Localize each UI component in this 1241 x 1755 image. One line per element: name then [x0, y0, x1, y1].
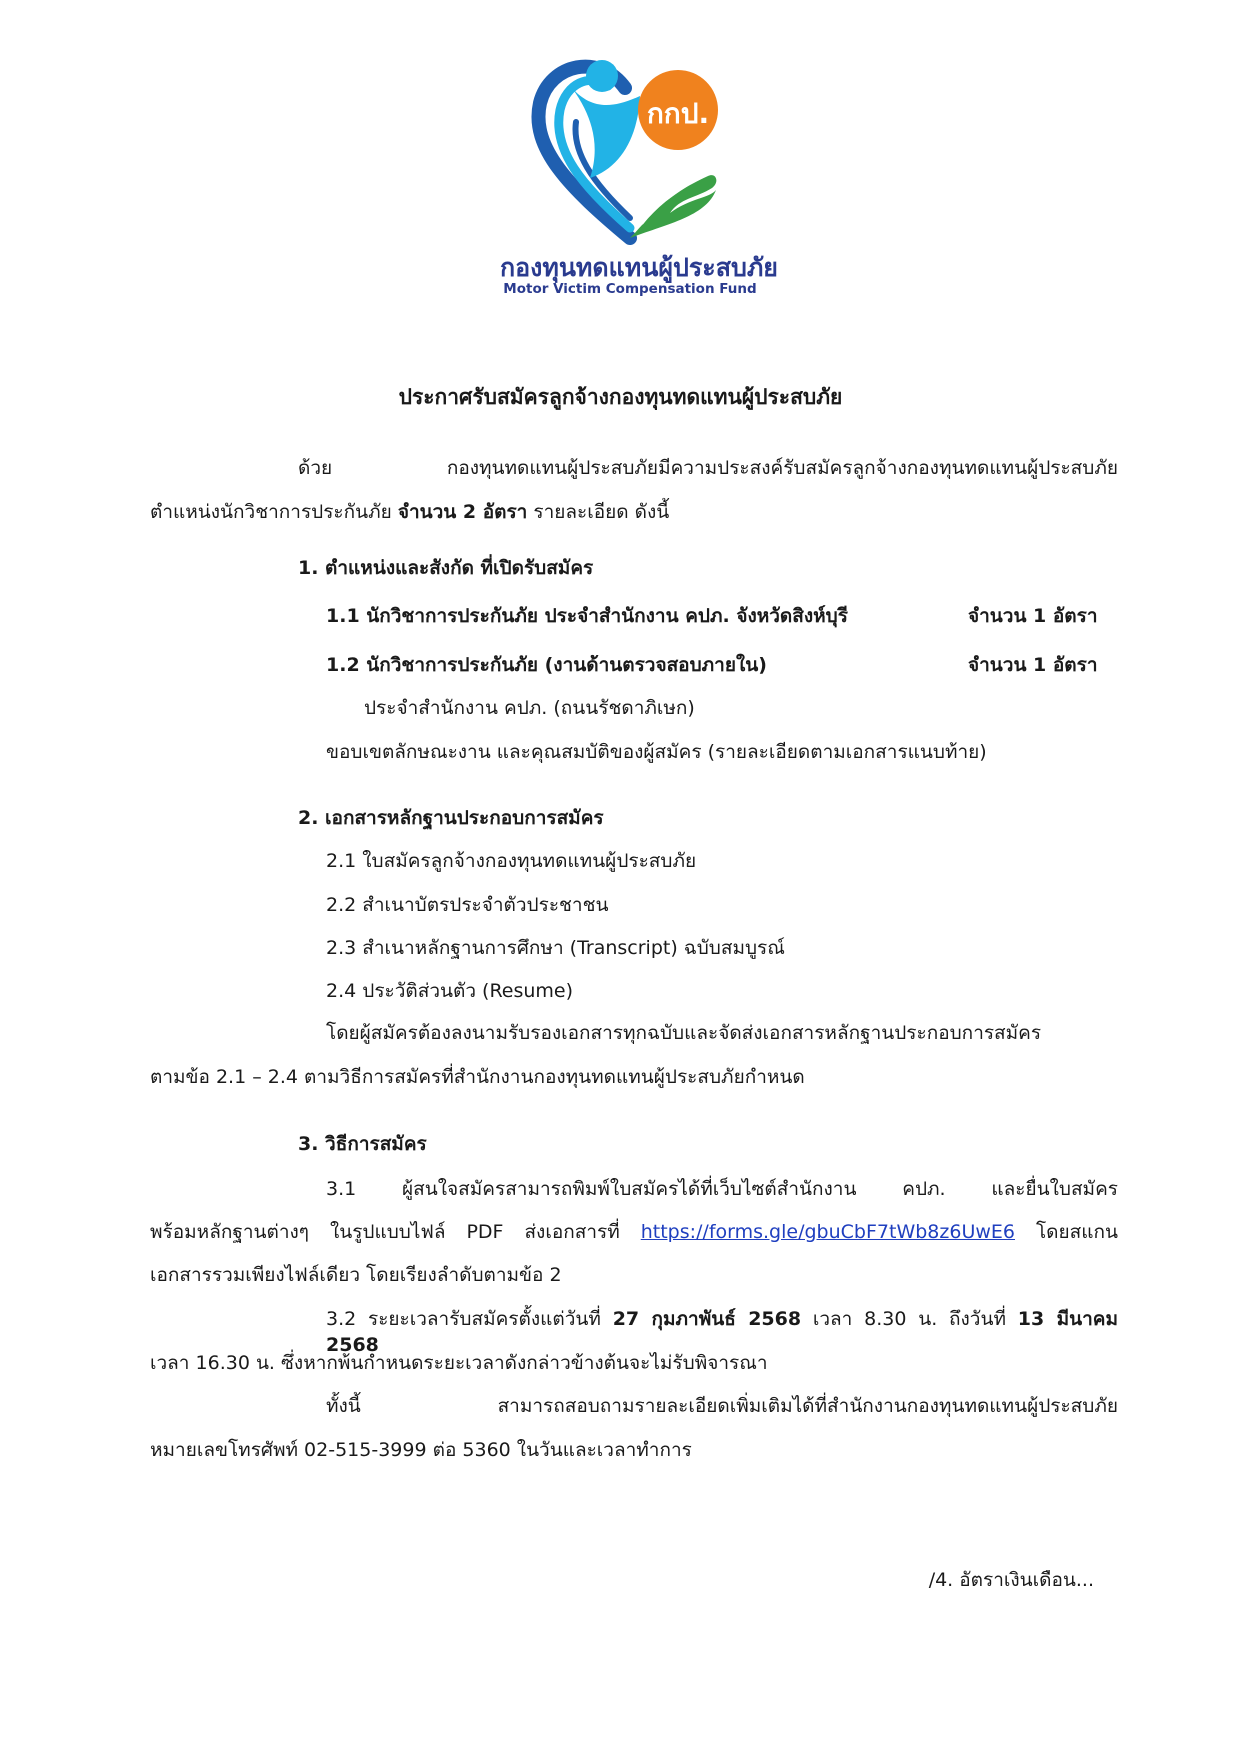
- section-1-item-2-office: ประจำสำนักงาน คปภ. (ถนนรัชดาภิเษก): [364, 697, 695, 719]
- logo-badge-text: กกป.: [646, 97, 710, 130]
- section-3-para-1-line-1: 3.1 ผู้สนใจสมัครสามารถพิมพ์ใบสมัครได้ที่เว็บไซต์สำนักงาน คปภ. และยื่นใบสมัคร: [326, 1178, 1118, 1200]
- fund-logo: [500, 48, 778, 308]
- logo-name-english: Motor Victim Compensation Fund: [503, 281, 757, 297]
- section-3-heading: 3. วิธีการสมัคร: [298, 1133, 427, 1155]
- intro-detail: รายละเอียด ดังนี้: [527, 501, 670, 523]
- section-2-item-1: 2.1 ใบสมัครลูกจ้างกองทุนทดแทนผู้ประสบภัย: [326, 850, 697, 872]
- start-date: 27 กุมภาพันธ์ 2568: [612, 1308, 802, 1330]
- section-2-heading: 2. เอกสารหลักฐานประกอบการสมัคร: [298, 807, 604, 829]
- section-2-item-3: 2.3 สำเนาหลักฐานการศึกษา (Transcript) ฉบับสมบูรณ์: [326, 937, 785, 959]
- section-3-para-1-tail: โดยสแกน: [1015, 1221, 1118, 1243]
- intro-line-1: ด้วย กองทุนทดแทนผู้ประสบภัยมีความประสงค์รับสมัครลูกจ้างกองทุนทดแทนผู้ประสบภัย: [298, 457, 1118, 479]
- period-middle: เวลา 8.30 น. ถึงวันที่: [801, 1308, 1018, 1330]
- section-3-para-1-text: พร้อมหลักฐานต่างๆ ในรูปแบบไฟล์ PDF ส่งเอกสารที่: [150, 1221, 641, 1243]
- intro-line-2: [150, 499, 669, 525]
- end-date: 13 มีนาคม 2568: [326, 1308, 1118, 1356]
- section-3-para-3-line-2: หมายเลขโทรศัพท์ 02-515-3999 ต่อ 5360 ในวันและเวลาทำการ: [150, 1439, 692, 1461]
- page-title: ประกาศรับสมัครลูกจ้างกองทุนทดแทนผู้ประสบภัย: [398, 385, 843, 409]
- intro-count: จำนวน 2 อัตรา: [397, 501, 528, 523]
- section-3-para-3-line-1: ทั้งนี้ สามารถสอบถามรายละเอียดเพิ่มเติมได้ที่สำนักงานกองทุนทดแทนผู้ประสบภัย: [326, 1395, 1118, 1417]
- section-1-heading: 1. ตำแหน่งและสังกัด ที่เปิดรับสมัคร: [298, 557, 594, 579]
- application-form-link[interactable]: https://forms.gle/gbuCbF7tWb8z6UwE6: [640, 1221, 1015, 1243]
- section-1-item-1-count: จำนวน 1 อัตรา: [968, 605, 1098, 627]
- heart-logo-icon: [530, 48, 730, 248]
- continuation-note: /4. อัตราเงินเดือน...: [928, 1569, 1094, 1591]
- section-1-item-2: 1.2 นักวิชาการประกันภัย (งานด้านตรวจสอบภายใน): [326, 654, 767, 676]
- section-1-item-1: 1.1 นักวิชาการประกันภัย ประจำสำนักงาน คปภ. จังหวัดสิงห์บุรี: [326, 605, 848, 627]
- section-2-note-line-1: โดยผู้สมัครต้องลงนามรับรองเอกสารทุกฉบับและจัดส่งเอกสารหลักฐานประกอบการสมัคร: [326, 1022, 1042, 1044]
- section-2-item-4: 2.4 ประวัติส่วนตัว (Resume): [326, 980, 574, 1002]
- section-3-para-1-line-2: [150, 1219, 1118, 1245]
- period-text: 3.2 ระยะเวลารับสมัครตั้งแต่วันที่: [326, 1308, 613, 1330]
- section-1-item-2-count: จำนวน 1 อัตรา: [968, 654, 1098, 676]
- section-2-item-2: 2.2 สำเนาบัตรประจำตัวประชาชน: [326, 894, 609, 916]
- logo-name-thai: กองทุนทดแทนผู้ประสบภัย: [500, 253, 778, 282]
- section-1-scope: ขอบเขตลักษณะงาน และคุณสมบัติของผู้สมัคร (รายละเอียดตามเอกสารแนบท้าย): [326, 741, 987, 763]
- section-3-para-1-line-3: เอกสารรวมเพียงไฟล์เดียว โดยเรียงลำดับตามข้อ 2: [150, 1264, 562, 1286]
- section-2-note-line-2: ตามข้อ 2.1 – 2.4 ตามวิธีการสมัครที่สำนักงานกองทุนทดแทนผู้ประสบภัยกำหนด: [150, 1066, 805, 1088]
- intro-position: ตำแหน่งนักวิชาการประกันภัย: [150, 501, 398, 523]
- section-3-para-2-line-2: เวลา 16.30 น. ซึ่งหากพ้นกำหนดระยะเวลาดังกล่าวข้างต้นจะไม่รับพิจารณา: [150, 1352, 768, 1374]
